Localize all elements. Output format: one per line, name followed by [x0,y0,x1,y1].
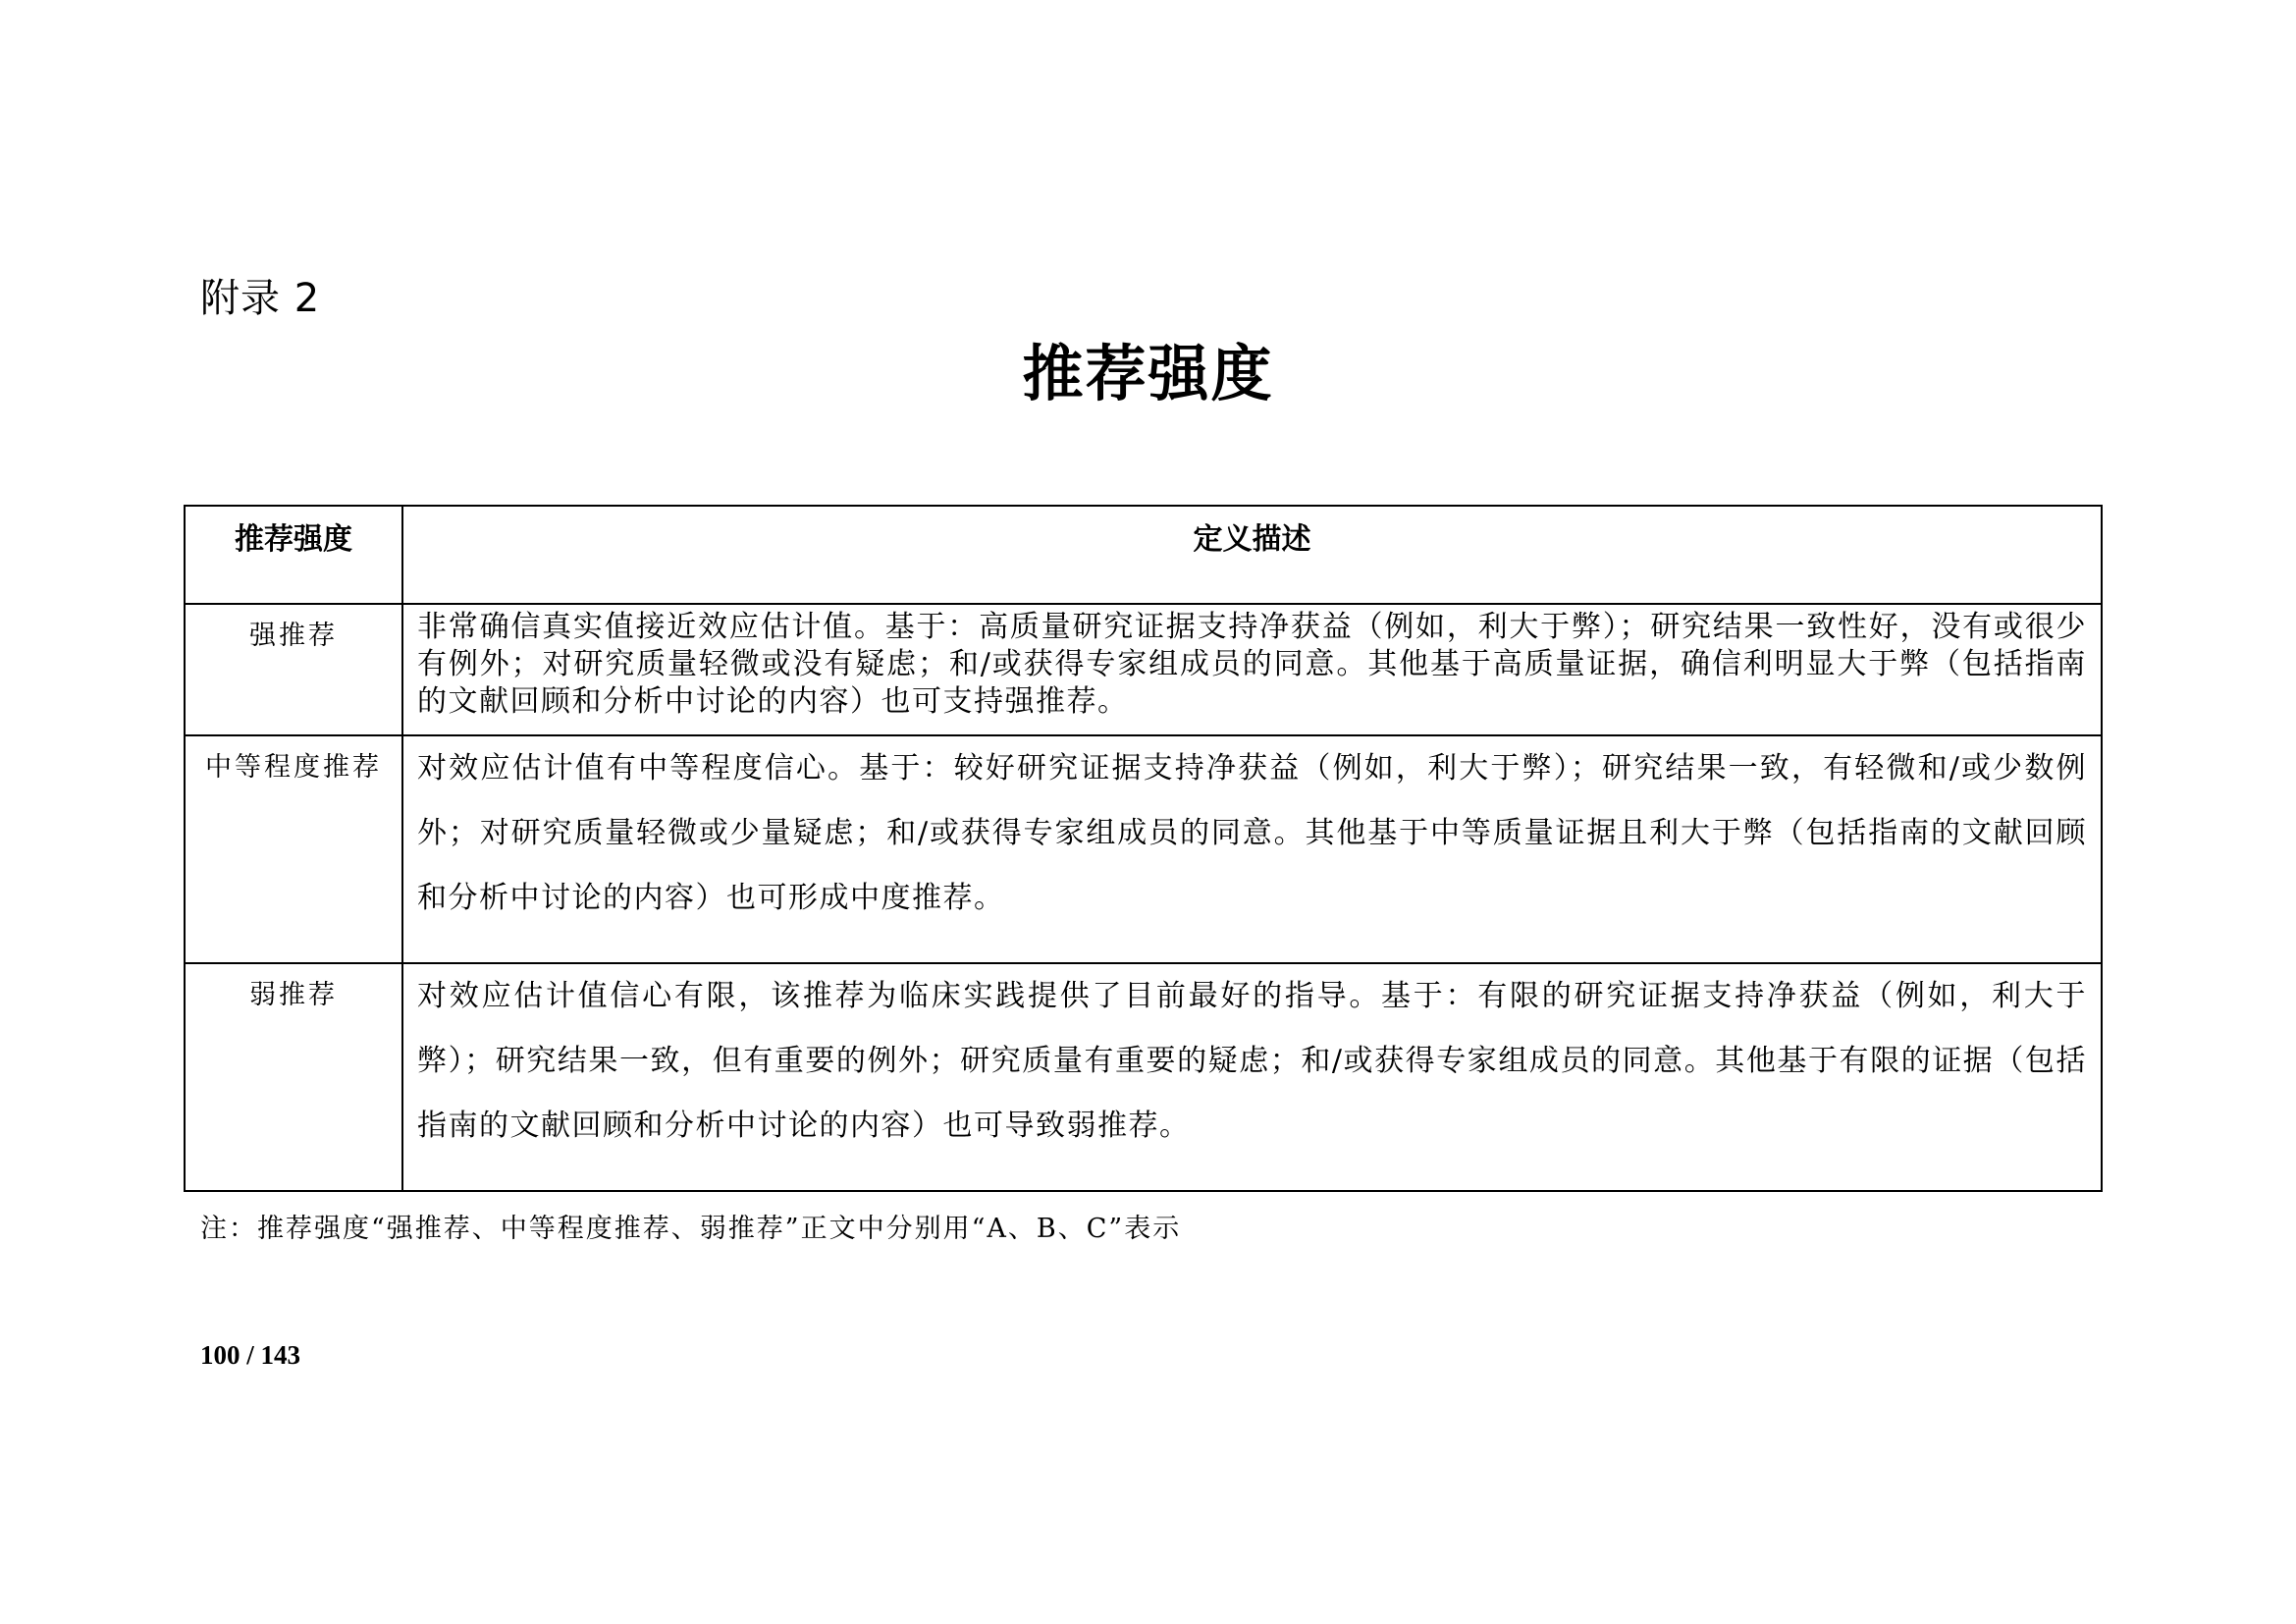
description-cell: 对效应估计值有中等程度信心。基于：较好研究证据支持净获益（例如，利大于弊）；研究结果一致，有轻微和/或少数例外；对研究质量轻微或少量疑虑；和/或获得专家组成员的同意。其他基于中等质量证据且利大于弊（包括指南的文献回顾和分析中讨论的内容）也可形成中度推荐。 [402,735,2102,963]
table-row-weak [185,963,2102,1191]
appendix-label: 附录 2 [200,276,321,321]
header-cell-grade: 推荐强度 [185,506,402,604]
description-cell: 对效应估计值信心有限，该推荐为临床实践提供了目前最好的指导。基于：有限的研究证据支持净获益（例如，利大于弊）；研究结果一致，但有重要的例外；研究质量有重要的疑虑；和/或获得专家组成员的同意。其他基于有限的证据（包括指南的文献回顾和分析中讨论的内容）也可导致弱推荐。 [402,963,2102,1191]
page-number: 100 / 143 [200,1340,301,1370]
page-title: 推荐强度 [1022,338,1274,409]
grade-cell: 弱推荐 [185,963,402,1191]
table-row-moderate [185,735,2102,963]
recommendation-strength-table [184,505,2103,1192]
grade-cell: 中等程度推荐 [185,735,402,963]
table-header-row [185,506,2102,604]
header-cell-description: 定义描述 [402,506,2102,604]
grade-cell: 强推荐 [185,604,402,735]
description-cell: 非常确信真实值接近效应估计值。基于：高质量研究证据支持净获益（例如，利大于弊）；研究结果一致性好，没有或很少有例外；对研究质量轻微或没有疑虑；和/或获得专家组成员的同意。其他基于高质量证据，确信利明显大于弊（包括指南的文献回顾和分析中讨论的内容）也可支持强推荐。 [402,604,2102,735]
table-footnote: 注：推荐强度“强推荐、中等程度推荐、弱推荐”正文中分别用“A、B、C”表示 [200,1214,1182,1244]
table-row-strong [185,604,2102,735]
